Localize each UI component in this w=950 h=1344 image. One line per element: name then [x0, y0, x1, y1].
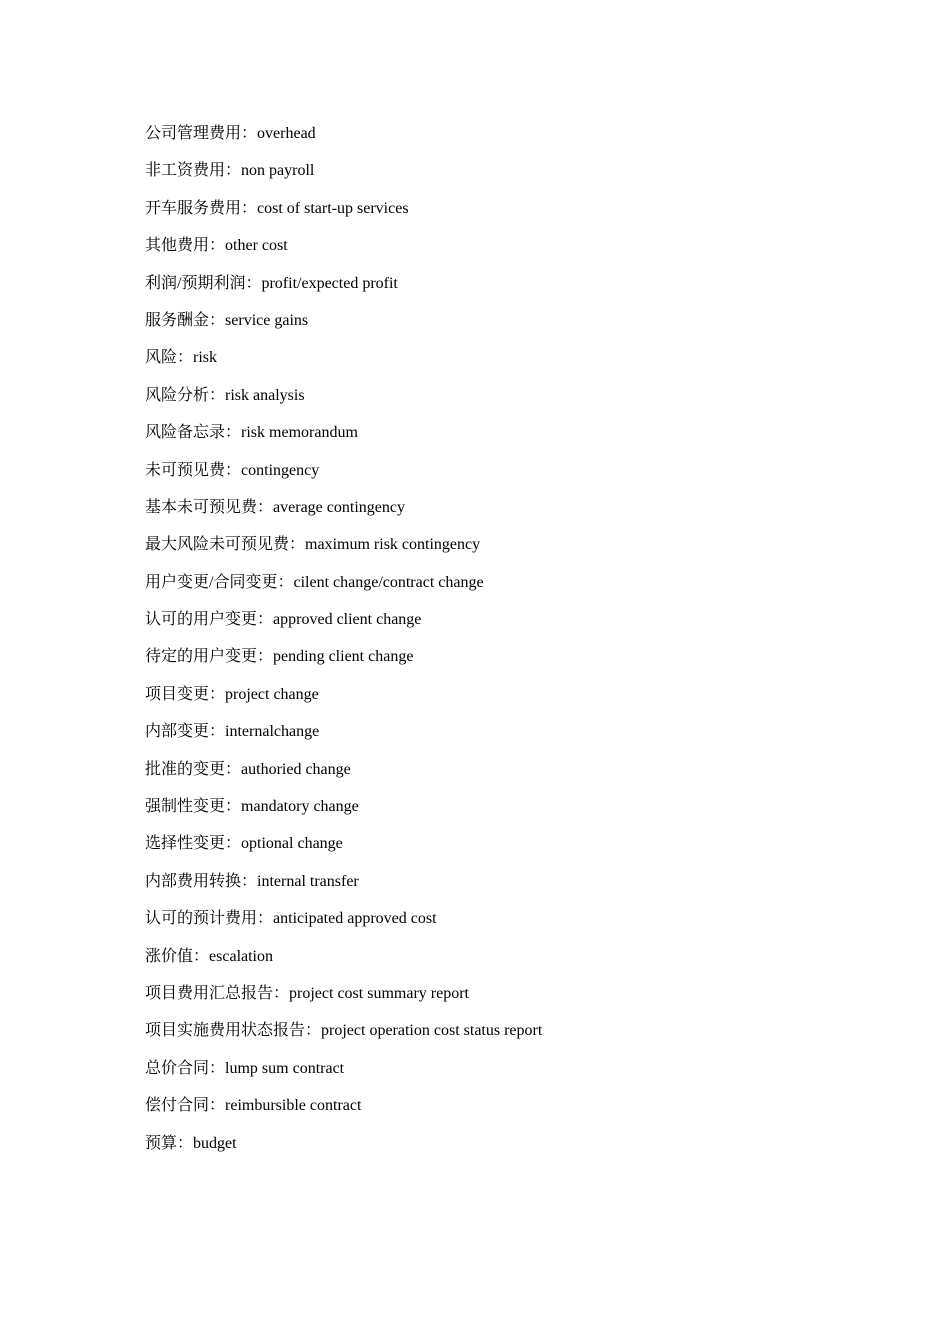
- term-en: project cost summary report: [289, 984, 469, 1002]
- glossary-entry: [145, 571, 845, 608]
- glossary-entry: [145, 122, 845, 159]
- term-zh: 批准的变更: [145, 760, 226, 778]
- term-en: risk memorandum: [241, 424, 358, 442]
- glossary-entry: [145, 907, 845, 944]
- term-separator: ：: [209, 237, 226, 255]
- term-en: project change: [225, 685, 319, 703]
- term-separator: ：: [257, 498, 274, 516]
- term-separator: ：: [209, 311, 226, 329]
- term-separator: ：: [193, 947, 210, 965]
- term-separator: ：: [177, 349, 194, 367]
- term-separator: ：: [177, 1134, 194, 1152]
- term-en: overhead: [257, 125, 316, 142]
- term-zh: 风险: [145, 349, 178, 367]
- glossary-entry: [145, 346, 845, 383]
- term-en: profit/expected profit: [261, 274, 398, 292]
- term-separator: ：: [225, 424, 242, 442]
- term-en: optional change: [241, 835, 343, 853]
- glossary-entry: [145, 1094, 845, 1131]
- term-zh: 项目费用汇总报告: [145, 984, 274, 1002]
- glossary-entry: [145, 1019, 845, 1056]
- term-en: internalchange: [225, 723, 320, 741]
- term-en: lump sum contract: [225, 1059, 345, 1077]
- term-zh: 最大风险未可预见费: [145, 536, 290, 554]
- term-separator: ：: [209, 1059, 226, 1077]
- term-en: maximum risk contingency: [305, 536, 481, 554]
- term-en: mandatory change: [241, 798, 359, 816]
- term-en: average contingency: [273, 498, 405, 516]
- term-zh: 预算: [145, 1134, 178, 1152]
- term-separator: ：: [241, 125, 258, 142]
- term-zh: 公司管理费用: [145, 125, 242, 142]
- term-en: reimbursible contract: [225, 1097, 362, 1115]
- term-zh: 项目实施费用状态报告: [145, 1022, 306, 1040]
- term-en: anticipated approved cost: [273, 910, 437, 928]
- term-separator: ：: [241, 199, 258, 217]
- term-zh: 认可的用户变更: [145, 611, 258, 629]
- glossary-entry: [145, 870, 845, 907]
- term-en: project operation cost status report: [321, 1022, 543, 1040]
- term-en: authoried change: [241, 760, 351, 778]
- glossary-entry: [145, 421, 845, 458]
- glossary-entry: [145, 795, 845, 832]
- term-zh: 风险分析: [145, 386, 210, 404]
- glossary-entry: [145, 832, 845, 869]
- term-zh: 待定的用户变更: [145, 648, 258, 666]
- term-zh: 强制性变更: [145, 798, 226, 816]
- term-separator: ：: [225, 760, 242, 778]
- term-separator: ：: [257, 611, 274, 629]
- glossary-entry: [145, 758, 845, 795]
- glossary-entry: [145, 720, 845, 757]
- term-zh: 项目变更: [145, 685, 210, 703]
- term-separator: ：: [245, 274, 262, 292]
- term-zh: 风险备忘录: [145, 424, 226, 442]
- term-zh: 涨价值: [145, 947, 194, 965]
- term-separator: ：: [257, 910, 274, 928]
- term-en: internal transfer: [257, 872, 359, 890]
- glossary-entry: [145, 384, 845, 421]
- glossary-entry: [145, 608, 845, 645]
- glossary-entry: [145, 309, 845, 346]
- term-zh: 其他费用: [145, 237, 210, 255]
- glossary-entry: [145, 459, 845, 496]
- term-separator: ：: [209, 723, 226, 741]
- term-zh: 认可的预计费用: [145, 910, 258, 928]
- term-en: escalation: [209, 947, 273, 965]
- term-en: risk analysis: [225, 386, 305, 404]
- term-zh: 基本未可预见费: [145, 498, 258, 516]
- term-separator: ：: [305, 1022, 322, 1040]
- term-zh: 未可预见费: [145, 461, 226, 479]
- glossary-entry: [145, 496, 845, 533]
- term-en: risk: [193, 349, 218, 367]
- term-separator: ：: [209, 1097, 226, 1115]
- term-zh: 服务酬金: [145, 311, 210, 329]
- glossary-entry: [145, 982, 845, 1019]
- term-separator: ：: [289, 536, 306, 554]
- term-zh: 非工资费用: [145, 162, 226, 180]
- term-zh: 开车服务费用: [145, 199, 242, 217]
- term-separator: ：: [209, 685, 226, 703]
- term-zh: 利润/预期利润: [145, 274, 246, 292]
- term-zh: 总价合同: [145, 1059, 210, 1077]
- glossary-entry: [145, 272, 845, 309]
- term-en: budget: [193, 1134, 237, 1152]
- term-zh: 内部费用转换: [145, 872, 242, 890]
- term-separator: ：: [257, 648, 274, 666]
- glossary-entry: [145, 645, 845, 682]
- term-en: service gains: [225, 311, 309, 329]
- term-separator: ：: [241, 872, 258, 890]
- term-separator: ：: [273, 984, 290, 1002]
- glossary-entry: [145, 1132, 845, 1169]
- glossary-entry: [145, 683, 845, 720]
- term-separator: ：: [225, 835, 242, 853]
- term-zh: 用户变更/合同变更: [145, 573, 278, 591]
- term-en: cilent change/contract change: [293, 573, 484, 591]
- term-en: pending client change: [273, 648, 414, 666]
- glossary-entry: [145, 197, 845, 234]
- term-zh: 偿付合同: [145, 1097, 210, 1115]
- term-zh: 内部变更: [145, 723, 210, 741]
- term-en: other cost: [225, 237, 288, 255]
- glossary-entry: [145, 159, 845, 196]
- glossary-entry: [145, 945, 845, 982]
- term-separator: ：: [277, 573, 294, 591]
- glossary-entry: [145, 1057, 845, 1094]
- term-en: approved client change: [273, 611, 422, 629]
- term-en: non payroll: [241, 162, 315, 180]
- term-en: contingency: [241, 461, 320, 479]
- term-separator: ：: [225, 798, 242, 816]
- term-zh: 选择性变更: [145, 835, 226, 853]
- glossary-entry: [145, 533, 845, 570]
- term-separator: ：: [225, 461, 242, 479]
- term-separator: ：: [225, 162, 242, 180]
- term-en: cost of start-up services: [257, 199, 409, 217]
- glossary-list: [145, 122, 845, 1169]
- glossary-entry: [145, 234, 845, 271]
- term-separator: ：: [209, 386, 226, 404]
